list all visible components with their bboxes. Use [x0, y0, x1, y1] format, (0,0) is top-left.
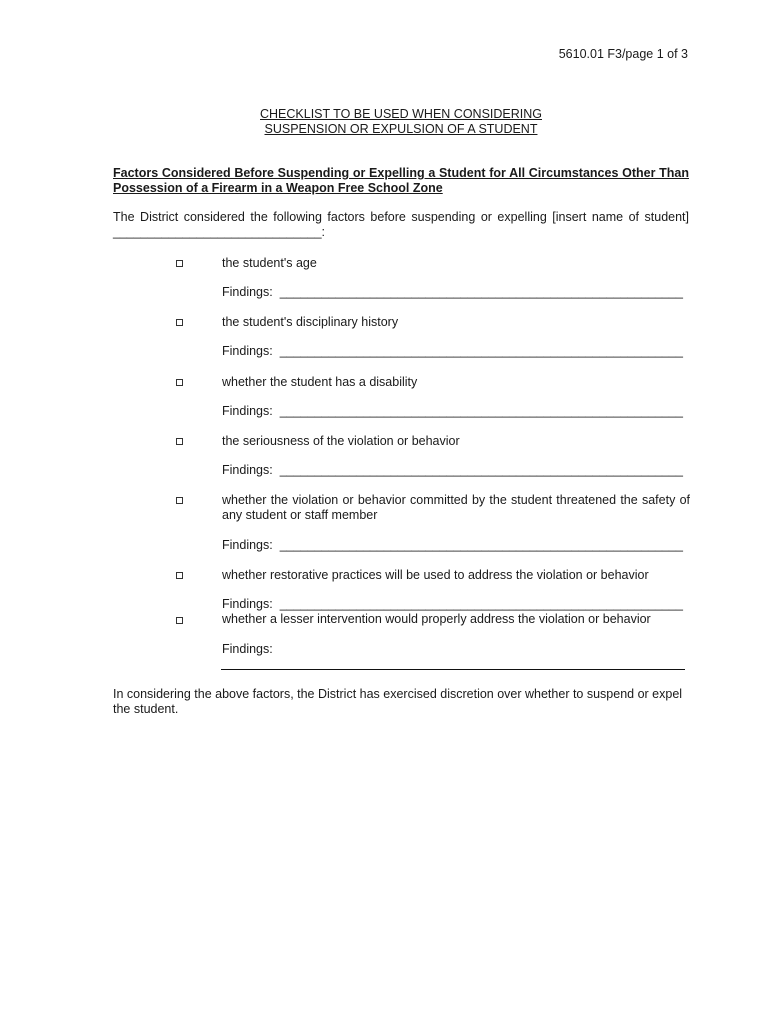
closing-paragraph: In considering the above factors, the District has exercised discretion over whether to suspend or expel the student.: [113, 687, 683, 716]
intro-paragraph: The District considered the following factors before suspending or expelling [insert name of student] ______________________________:: [113, 210, 689, 239]
findings-label: Findings:: [222, 344, 273, 358]
findings-line: __________________________________________________________: [279, 538, 683, 552]
findings-line-solid[interactable]: [221, 669, 685, 670]
findings-seriousness[interactable]: [222, 463, 690, 478]
findings-lesser-intervention[interactable]: [222, 642, 690, 657]
findings-label: Findings:: [222, 538, 273, 552]
findings-line: __________________________________________________________: [279, 597, 683, 611]
factor-safety-threat: whether the violation or behavior committed by the student threatened the safety of any student or staff member: [222, 493, 690, 522]
findings-line: __________________________________________________________: [279, 404, 683, 418]
checkbox-restorative-practices[interactable]: [176, 572, 183, 579]
findings-age[interactable]: [222, 285, 690, 300]
findings-label: Findings:: [222, 597, 273, 611]
checkbox-seriousness[interactable]: [176, 438, 183, 445]
factor-age: the student's age: [222, 256, 317, 270]
findings-safety-threat[interactable]: [222, 538, 690, 553]
findings-label: Findings:: [222, 642, 273, 656]
findings-line: __________________________________________________________: [279, 463, 683, 477]
findings-disability[interactable]: [222, 404, 690, 419]
factor-seriousness: the seriousness of the violation or behavior: [222, 434, 460, 448]
findings-line: __________________________________________________________: [279, 285, 683, 299]
findings-label: Findings:: [222, 404, 273, 418]
checkbox-age[interactable]: [176, 260, 183, 267]
factor-lesser-intervention: whether a lesser intervention would properly address the violation or behavior: [222, 612, 651, 626]
factor-restorative-practices: whether restorative practices will be used to address the violation or behavior: [222, 568, 649, 582]
document-title: [0, 107, 770, 137]
findings-label: Findings:: [222, 285, 273, 299]
findings-label: Findings:: [222, 463, 273, 477]
section-heading: Factors Considered Before Suspending or Expelling a Student for All Circumstances Other Than Possession of a Firearm in a Weapon Free School Zone: [113, 166, 689, 195]
document-title-line-2: SUSPENSION OR EXPULSION OF A STUDENT: [264, 122, 538, 136]
findings-disciplinary-history[interactable]: [222, 344, 690, 359]
findings-restorative-practices[interactable]: [222, 597, 690, 612]
document-title-line-1: CHECKLIST TO BE USED WHEN CONSIDERING: [260, 107, 542, 121]
factor-disciplinary-history: the student's disciplinary history: [222, 315, 399, 329]
checkbox-safety-threat[interactable]: [176, 497, 183, 504]
findings-line: __________________________________________________________: [279, 344, 683, 358]
checkbox-disciplinary-history[interactable]: [176, 319, 183, 326]
factor-disability: whether the student has a disability: [222, 375, 418, 389]
checkbox-disability[interactable]: [176, 379, 183, 386]
page-number: 5610.01 F3/page 1 of 3: [558, 47, 688, 61]
checkbox-lesser-intervention[interactable]: [176, 617, 183, 624]
